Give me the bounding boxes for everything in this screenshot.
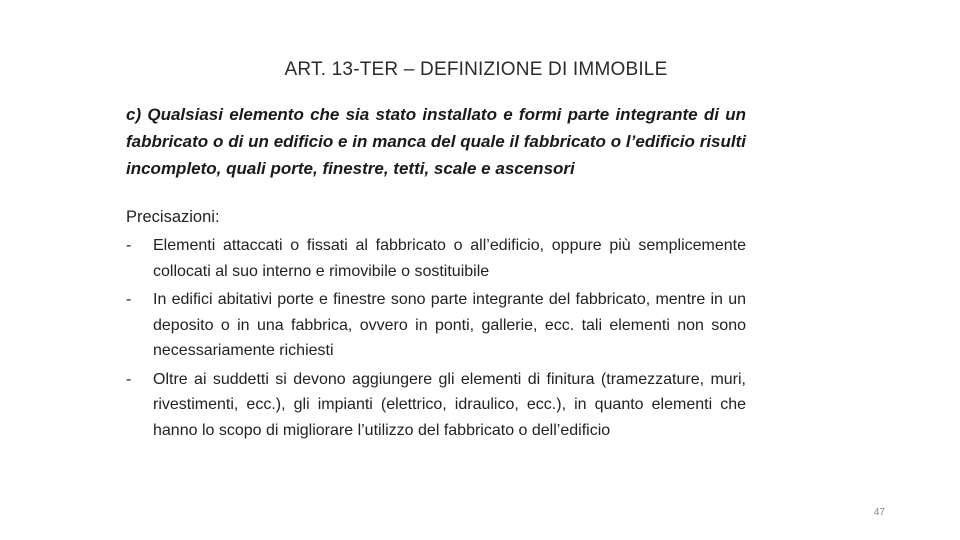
dash-bullet: - bbox=[126, 370, 132, 388]
definition-paragraph: c) Qualsiasi elemento che sia stato installato e formi parte integrante di un fabbricato o di un edificio e in manca del quale il fabbricato o l’edificio risulti incompleto, quali porte, finestre, tetti, scale e ascensori bbox=[126, 105, 746, 178]
list-item-text: In edifici abitativi porte e finestre sono parte integrante del fabbricato, mentre in un deposito o in una fabbrica, ovvero in ponti, gallerie, ecc. tali elementi non sono necessariamente richiesti bbox=[153, 291, 746, 359]
page-number: 47 bbox=[873, 507, 885, 518]
dash-bullet: - bbox=[126, 237, 132, 254]
dash-bullet: - bbox=[126, 291, 132, 308]
list-item bbox=[126, 233, 746, 284]
precisazioni-list bbox=[126, 233, 746, 446]
list-item-text: Elementi attaccati o fissati al fabbricato o all’edificio, oppure più semplicemente collocati al suo interno e rimovibile o sostituibile bbox=[153, 237, 746, 280]
slide-title-text: ART. 13-TER – DEFINIZIONE DI IMMOBILE bbox=[284, 59, 668, 80]
list-item bbox=[126, 287, 746, 364]
list-item-text: Oltre ai suddetti si devono aggiungere gli elementi di finitura (tramezzature, muri, rivestimenti, ecc.), gli impianti (elettrico, idraulico, ecc.), in quanto elementi che hanno lo scopo di migliorare l’utilizzo del fabbricato o dell’edificio bbox=[153, 370, 746, 439]
slide-title bbox=[0, 59, 960, 81]
precisazioni-heading: Precisazioni: bbox=[126, 208, 220, 226]
list-item bbox=[126, 367, 746, 444]
